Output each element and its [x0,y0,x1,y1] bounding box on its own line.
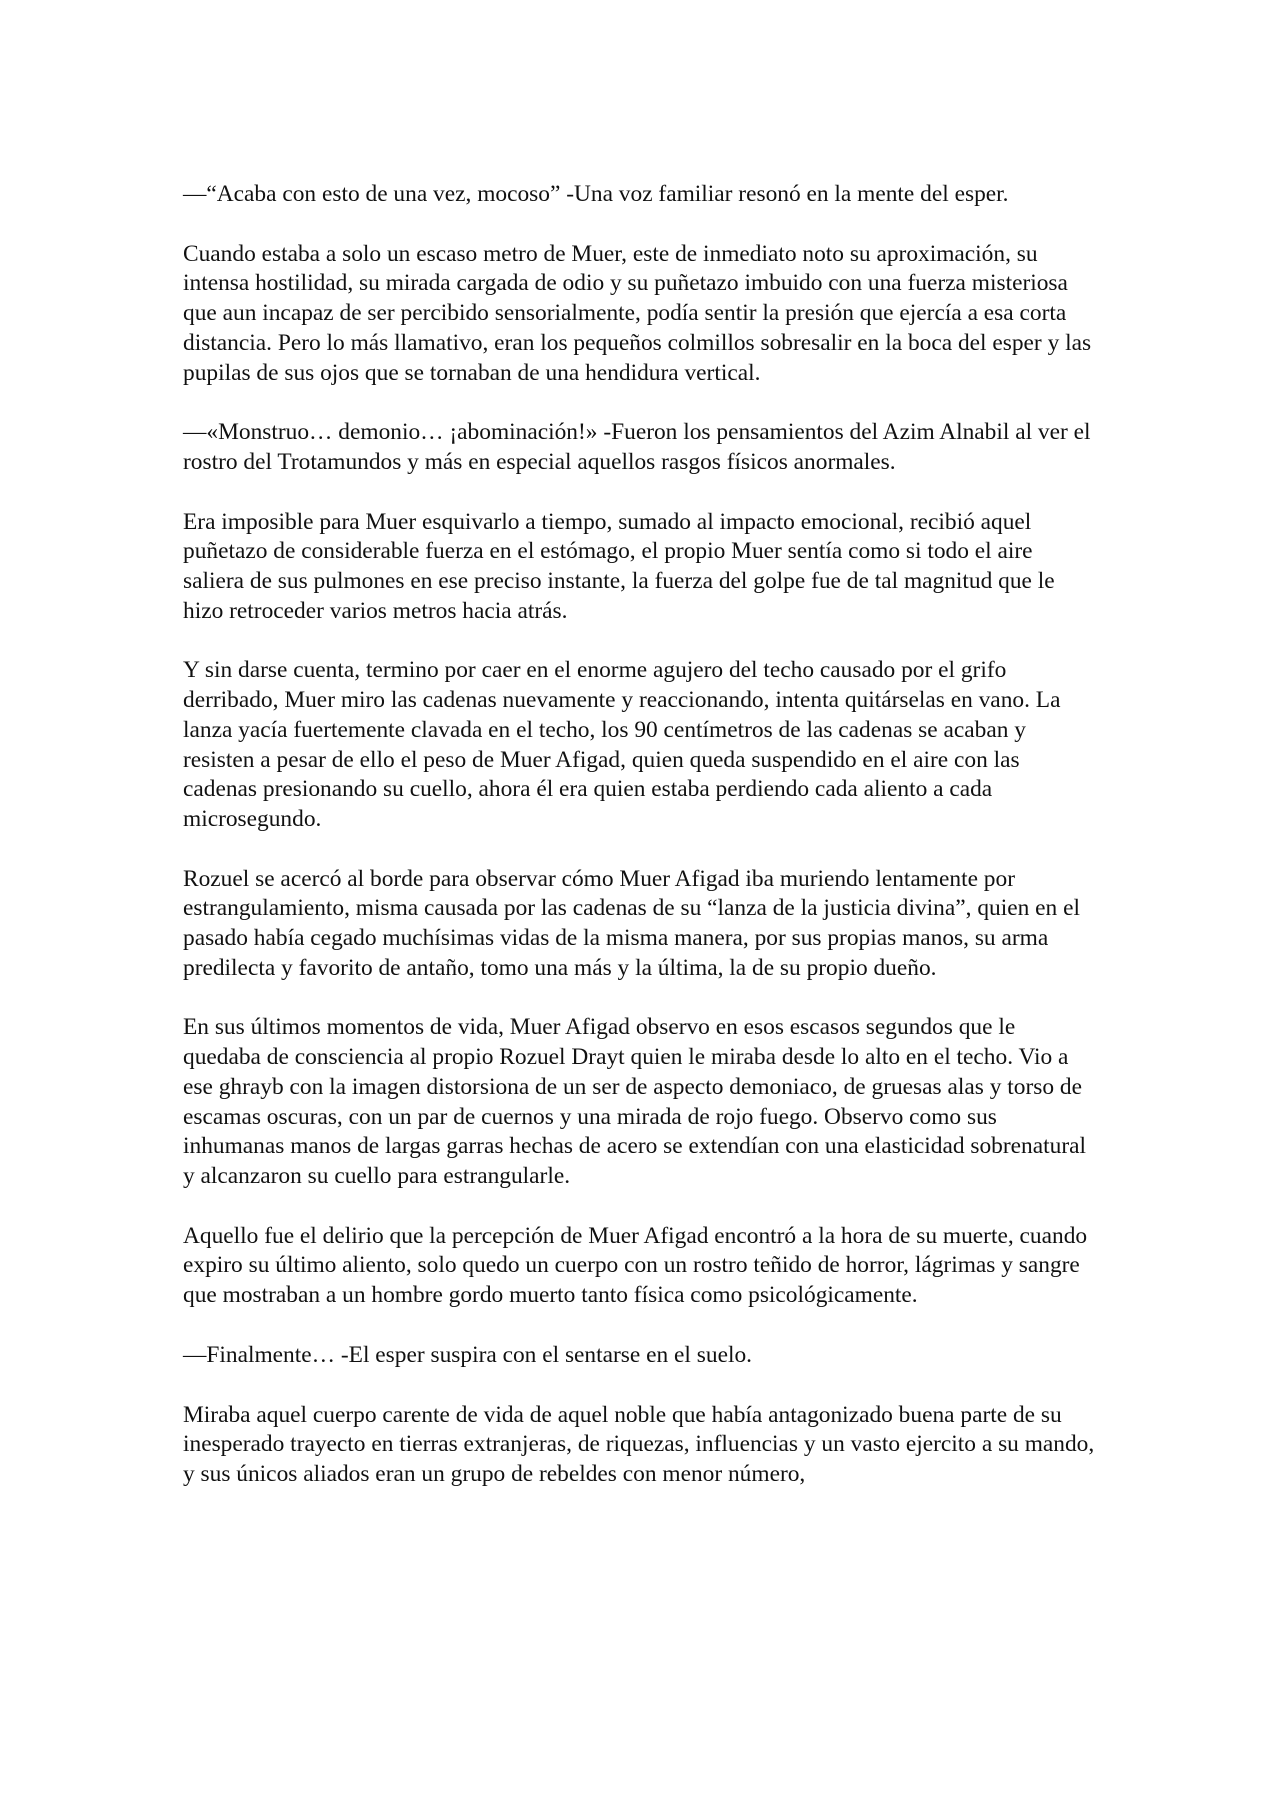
paragraph-6: Rozuel se acercó al borde para observar cómo Muer Afigad iba muriendo lentamente por estrangulamiento, misma causada por las cadenas de su “lanza de la justicia divina”, quien en el pasado había cegado muchísimas vidas de la misma manera, por sus propias manos, su arma predilecta y favorito de antaño, tomo una más y la última, la de su propio dueño. [183,865,1080,981]
paragraph-8: Aquello fue el delirio que la percepción de Muer Afigad encontró a la hora de su muerte, cuando expiro su último aliento, solo quedo un cuerpo con un rostro teñido de horror, lágrimas y sangre que mostraban a un hombre gordo muerto tanto física como psicológicamente. [183,1222,1088,1309]
paragraph-9: —Finalmente… -El esper suspira con el sentarse en el suelo. [183,1341,753,1368]
paragraph-1: —“Acaba con esto de una vez, mocoso” -Una voz familiar resonó en la mente del esper. [183,181,1009,207]
document-page [183,180,1098,1520]
paragraph-2: Cuando estaba a solo un escaso metro de Muer, este de inmediato noto su aproximación, su intensa hostilidad, su mirada cargada de odio y su puñetazo imbuido con una fuerza misteriosa que aun incapaz de ser percibido sensorialmente, podía sentir la presión que ejercía a esa corta distancia. Pero lo más llamativo, eran los pequeños colmillos sobresalir en la boca del esper y las pupilas de sus ojos que se tornaban de una hendidura vertical. [183,240,1092,386]
paragraph-10: Miraba aquel cuerpo carente de vida de aquel noble que había antagonizado buena parte de su inesperado trayecto en tierras extranjeras, de riquezas, influencias y un vasto ejercito a su mando, y sus únicos aliados eran un grupo de rebeldes con menor número, [183,1401,1095,1487]
paragraph-7: En sus últimos momentos de vida, Muer Afigad observo en esos escasos segundos que le quedaba de consciencia al propio Rozuel Drayt quien le miraba desde lo alto en el techo. Vio a ese ghrayb con la imagen distorsiona de un ser de aspecto demoniaco, de gruesas alas y torso de escamas oscuras, con un par de cuernos y una mirada de rojo fuego. Observo como sus inhumanas manos de largas garras hechas de acero se extendían con una elasticidad sobrenatural y alcanzaron su cuello para estrangularle. [183,1014,1086,1189]
paragraph-5: Y sin darse cuenta, termino por caer en el enorme agujero del techo causado por el grifo derribado, Muer miro las cadenas nuevamente y reaccionando, intenta quitárselas en vano. La lanza yacía fuertemente clavada en el techo, los 90 centímetros de las cadenas se acaban y resisten a pesar de ello el peso de Muer Afigad, quien queda suspendido en el aire con las cadenas presionando su cuello, ahora él era quien estaba perdiendo cada aliento a cada microsegundo. [183,657,1061,832]
paragraph-3: —«Monstruo… demonio… ¡abominación!» -Fueron los pensamientos del Azim Alnabil al ver el rostro del Trotamundos y más en especial aquellos rasgos físicos anormales. [183,419,1091,475]
paragraph-4: Era imposible para Muer esquivarlo a tiempo, sumado al impacto emocional, recibió aquel puñetazo de considerable fuerza en el estómago, el propio Muer sentía como si todo el aire saliera de sus pulmones en ese preciso instante, la fuerza del golpe fue de tal magnitud que le hizo retroceder varios metros hacia atrás. [183,508,1055,624]
